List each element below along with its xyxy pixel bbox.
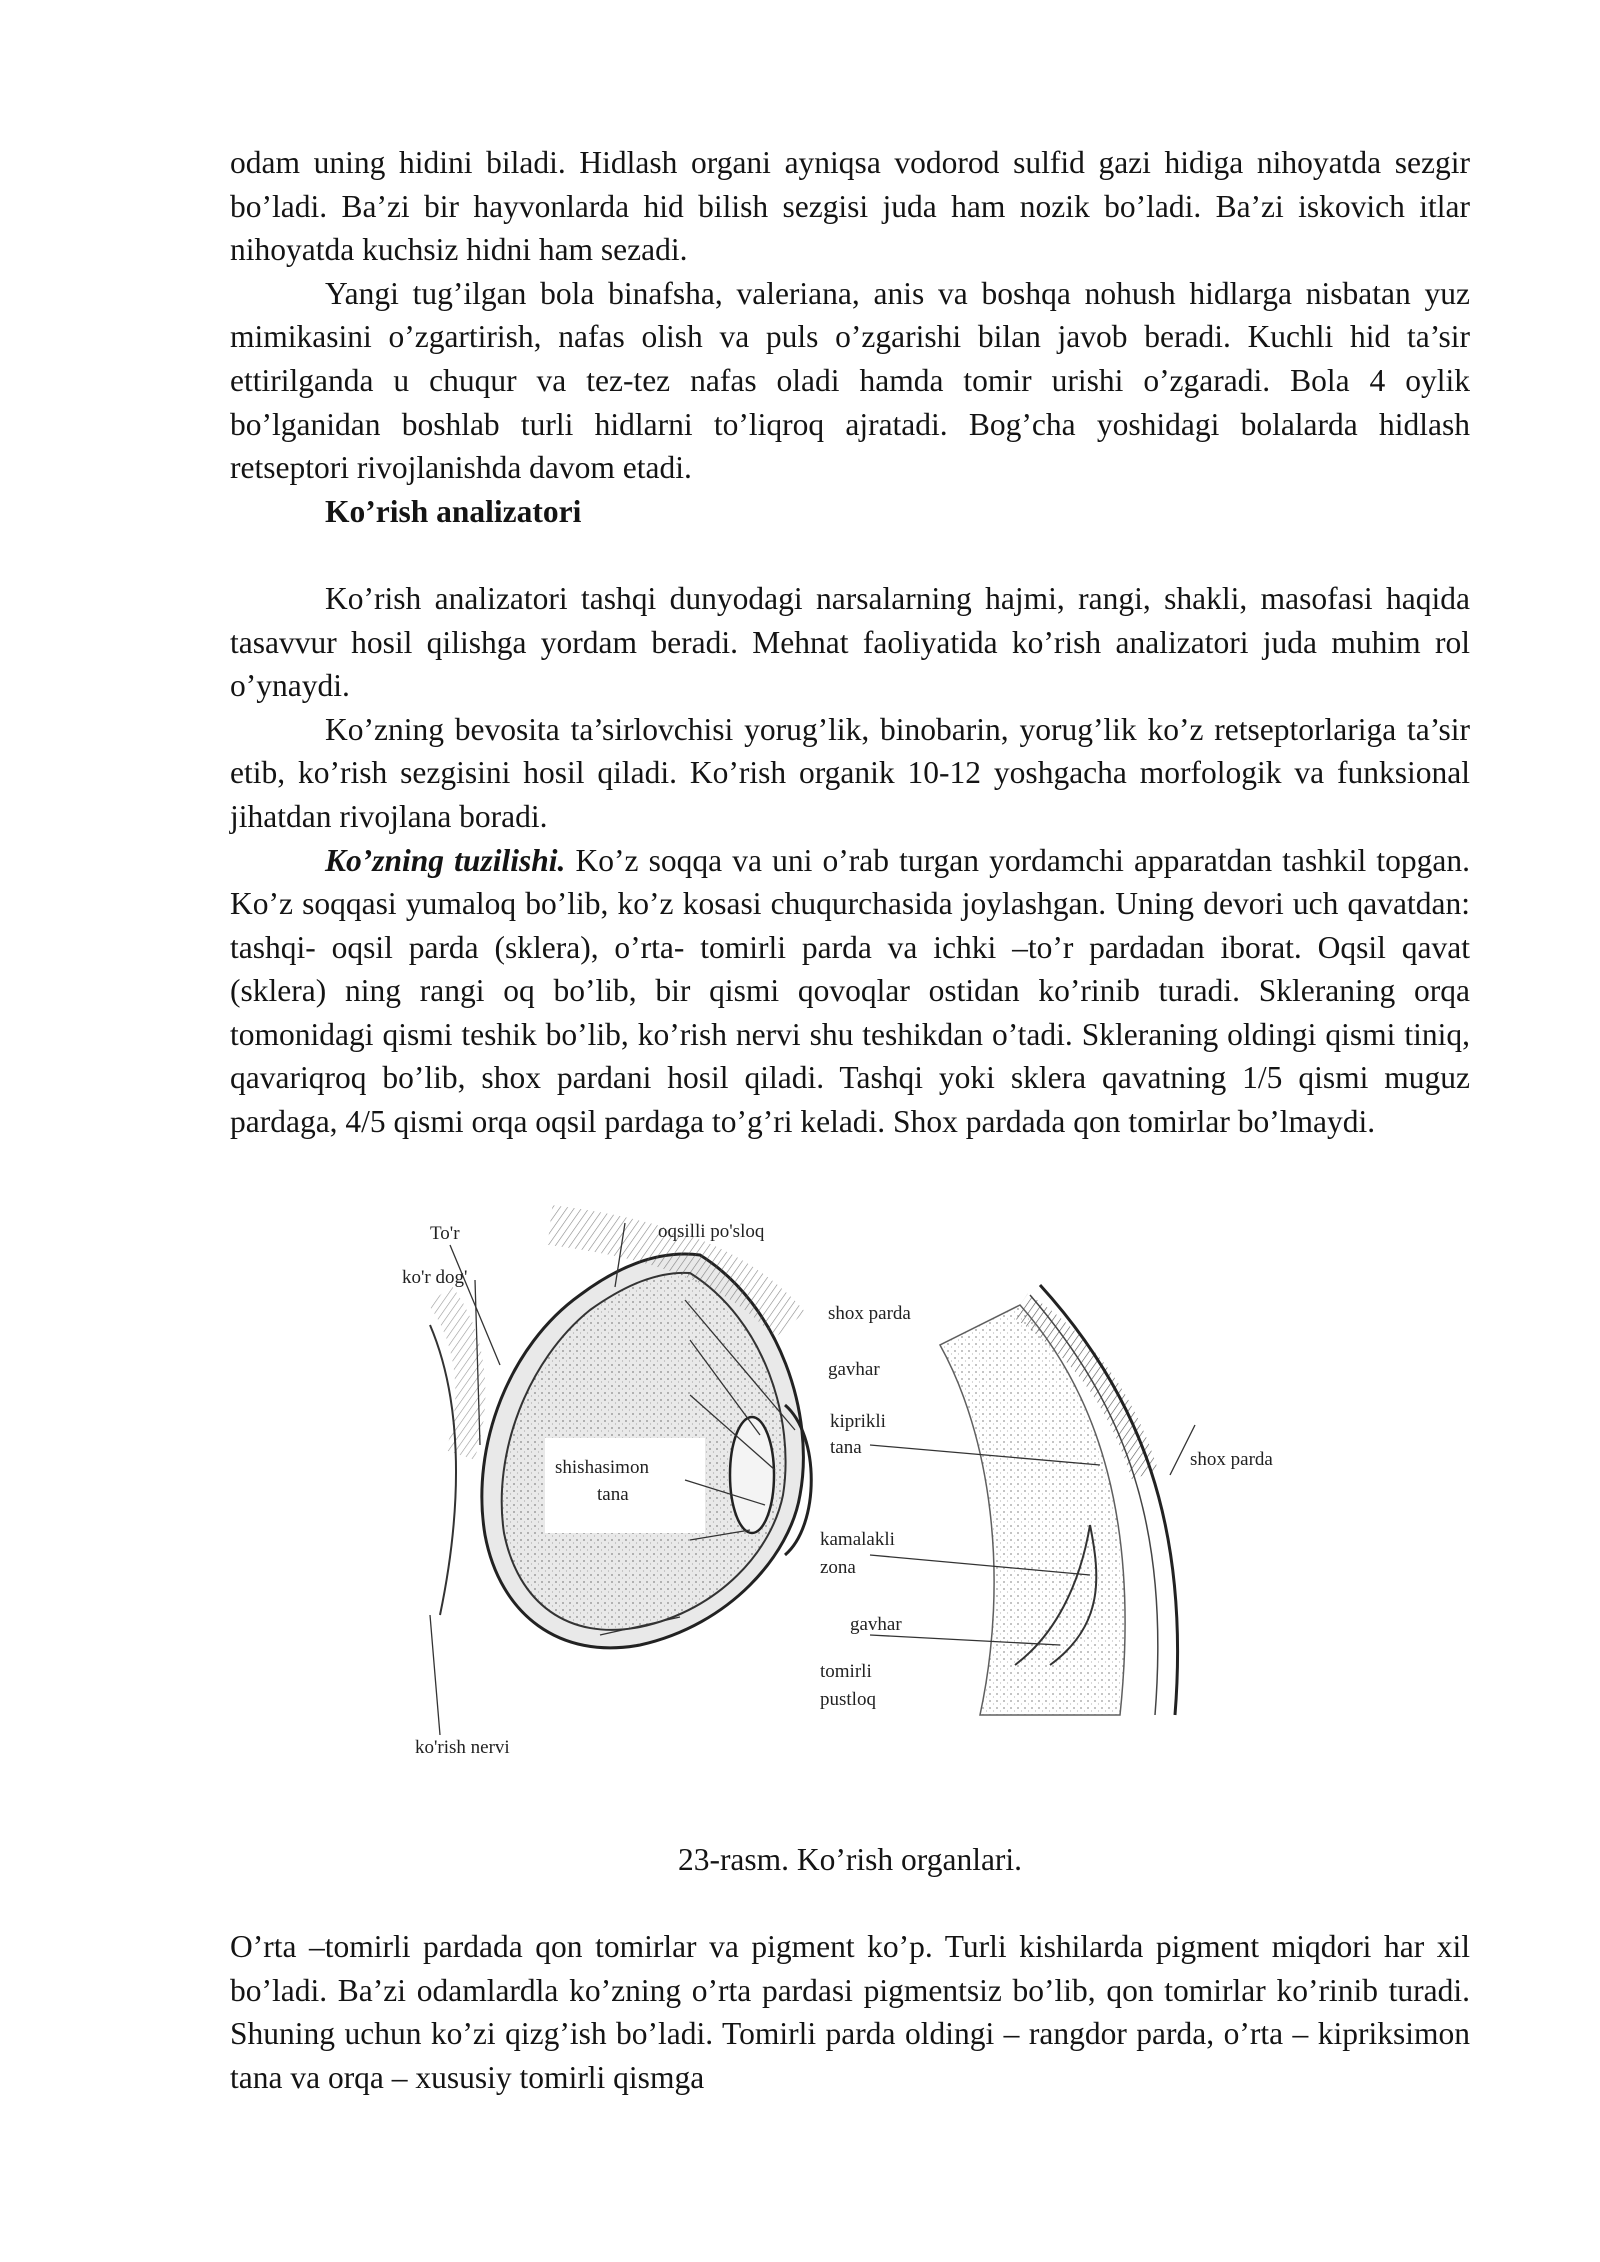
- eye-diagram: [400, 1195, 1320, 1770]
- lens: [730, 1417, 774, 1533]
- label-kiprikli: kiprikli: [830, 1411, 886, 1432]
- paragraph-visual-analyzer: Ko’rish analizatori tashqi dunyodagi narsalarning hajmi, rangi, shakli, masofasi haqida tasavvur hosil qilishga yordam beradi. Mehnat faoliyatida ko’rish analizatori juda muhim rol o’ynaydi.: [230, 580, 1470, 704]
- label-shishasimon: shishasimon: [555, 1457, 649, 1478]
- label-zona: zona: [820, 1557, 856, 1578]
- paragraph-choroid: O’rta –tomirli pardada qon tomirlar va pigment ko’p. Turli kishilarda pigment miqdori har xil bo’ladi. Ba’zi odamlardla ko’zning o’rta pardasi pigmentsiz bo’lib, qon tomirlar ko’rinib turadi. Shuning uchun ko’zi qizg’ish bo’ladi. Tomirli parda oldingi – rangdor parda, o’rta – kipriksimon tana va orqa – xususiy tomirli qismga: [230, 1929, 1470, 2095]
- figure-caption: 23-rasm. Ko’rish organlari.: [677, 1842, 1023, 1877]
- label-tor: To'r: [430, 1223, 460, 1244]
- label-tana-right: tana: [830, 1437, 862, 1458]
- label-korish-nervi: ko'rish nervi: [415, 1737, 510, 1758]
- top-text-block: [230, 141, 1470, 1144]
- label-tomirli: tomirli: [820, 1661, 872, 1682]
- label-oqsilli-posloq: oqsilli po'sloq: [658, 1221, 765, 1242]
- label-gavhar-bottom: gavhar: [850, 1614, 902, 1635]
- label-kor-dog: ko'r dog': [402, 1267, 468, 1288]
- eye-structure-lead: Ko’zning tuzilishi.: [325, 842, 566, 878]
- label-shox-parda: shox parda: [828, 1303, 911, 1324]
- label-pustloq: pustloq: [820, 1689, 876, 1710]
- eyeball-cross-section: [430, 1225, 811, 1648]
- paragraph-smell-sensitivity: odam uning hidini biladi. Hidlash organi ayniqsa vodorod sulfid gazi hidiga nihoyatda sezgir bo’ladi. Ba’zi bir hayvonlarda hid bilish sezgisi juda ham nozik bo’ladi. Ba’zi iskovich itlar nihoyatda kuchsiz hidni ham sezadi.: [230, 145, 1470, 268]
- label-tana-center: tana: [597, 1484, 629, 1505]
- label-shox-parda-right: shox parda: [1190, 1449, 1273, 1470]
- label-gavhar-top: gavhar: [828, 1359, 880, 1380]
- paragraph-light-stimulus: Ko’zning bevosita ta’sirlovchisi yorug’lik, binobarin, yorug’lik ko’z retseptorlariga ta’sir etib, ko’rish sezgisini hosil qiladi. Ko’rish organik 10-12 yoshgacha morfologik va funksional jihatdan rivojlana boradi.: [230, 711, 1470, 834]
- eye-structure-text: Ko’z soqqa va uni o’rab turgan yordamchi apparatdan tashkil topgan. Ko’z soqqasi yumaloq bo’lib, ko’z kosasi chuqurchasida joylashgan. Uning devori uch qavatdan: tashqi- oqsil parda (sklera), o’rta- tomirli parda va ichki –to’r pardadan iborat. Oqsil qavat (sklera) ning rangi oq bo’lib, bir qismi qovoqlar ostidan ko’rinib turadi. Skleraning orqa tomonidagi qismi teshik bo’lib, ko’rish nervi shu teshikdan o’tadi. Skleraning oldingi qismi tiniq, qavariqroq bo’lib, shox pardani hosil qiladi. Tashqi yoki sklera qavatning 1/5 qismi muguz pardaga, 4/5 qismi orqa oqsil pardaga to’g’ri keladi. Shox pardada qon tomirlar bo’lmaydi.: [230, 842, 1470, 1140]
- label-kamalakli: kamalakli: [820, 1529, 895, 1550]
- paragraph-eye-structure: [230, 839, 1470, 1144]
- bottom-text-block: [230, 1925, 1470, 2099]
- magnified-detail: [940, 1285, 1178, 1715]
- paragraph-newborn-smell: Yangi tug’ilgan bola binafsha, valeriana, anis va boshqa nohush hidlarga nisbatan yuz mimikasini o’zgartirish, nafas olish va puls o’zgarishi bilan javob beradi. Kuchli hid ta’sir ettirilganda u chuqur va tez-tez nafas oladi hamda tomir urishi o’zgaradi. Bola 4 oylik bo’lganidan boshlab turli hidlarni to’liqroq ajratadi. Bog’cha yoshidagi bolalarda hidlash retseptori rivojlanishda davom etadi.: [230, 275, 1470, 486]
- eye-anatomy-figure: [400, 1195, 1320, 1770]
- section-heading-visual-analyzer: Ko’rish analizatori: [325, 493, 582, 529]
- heading-spacer: [230, 533, 1470, 577]
- optic-nerve: [430, 1325, 456, 1615]
